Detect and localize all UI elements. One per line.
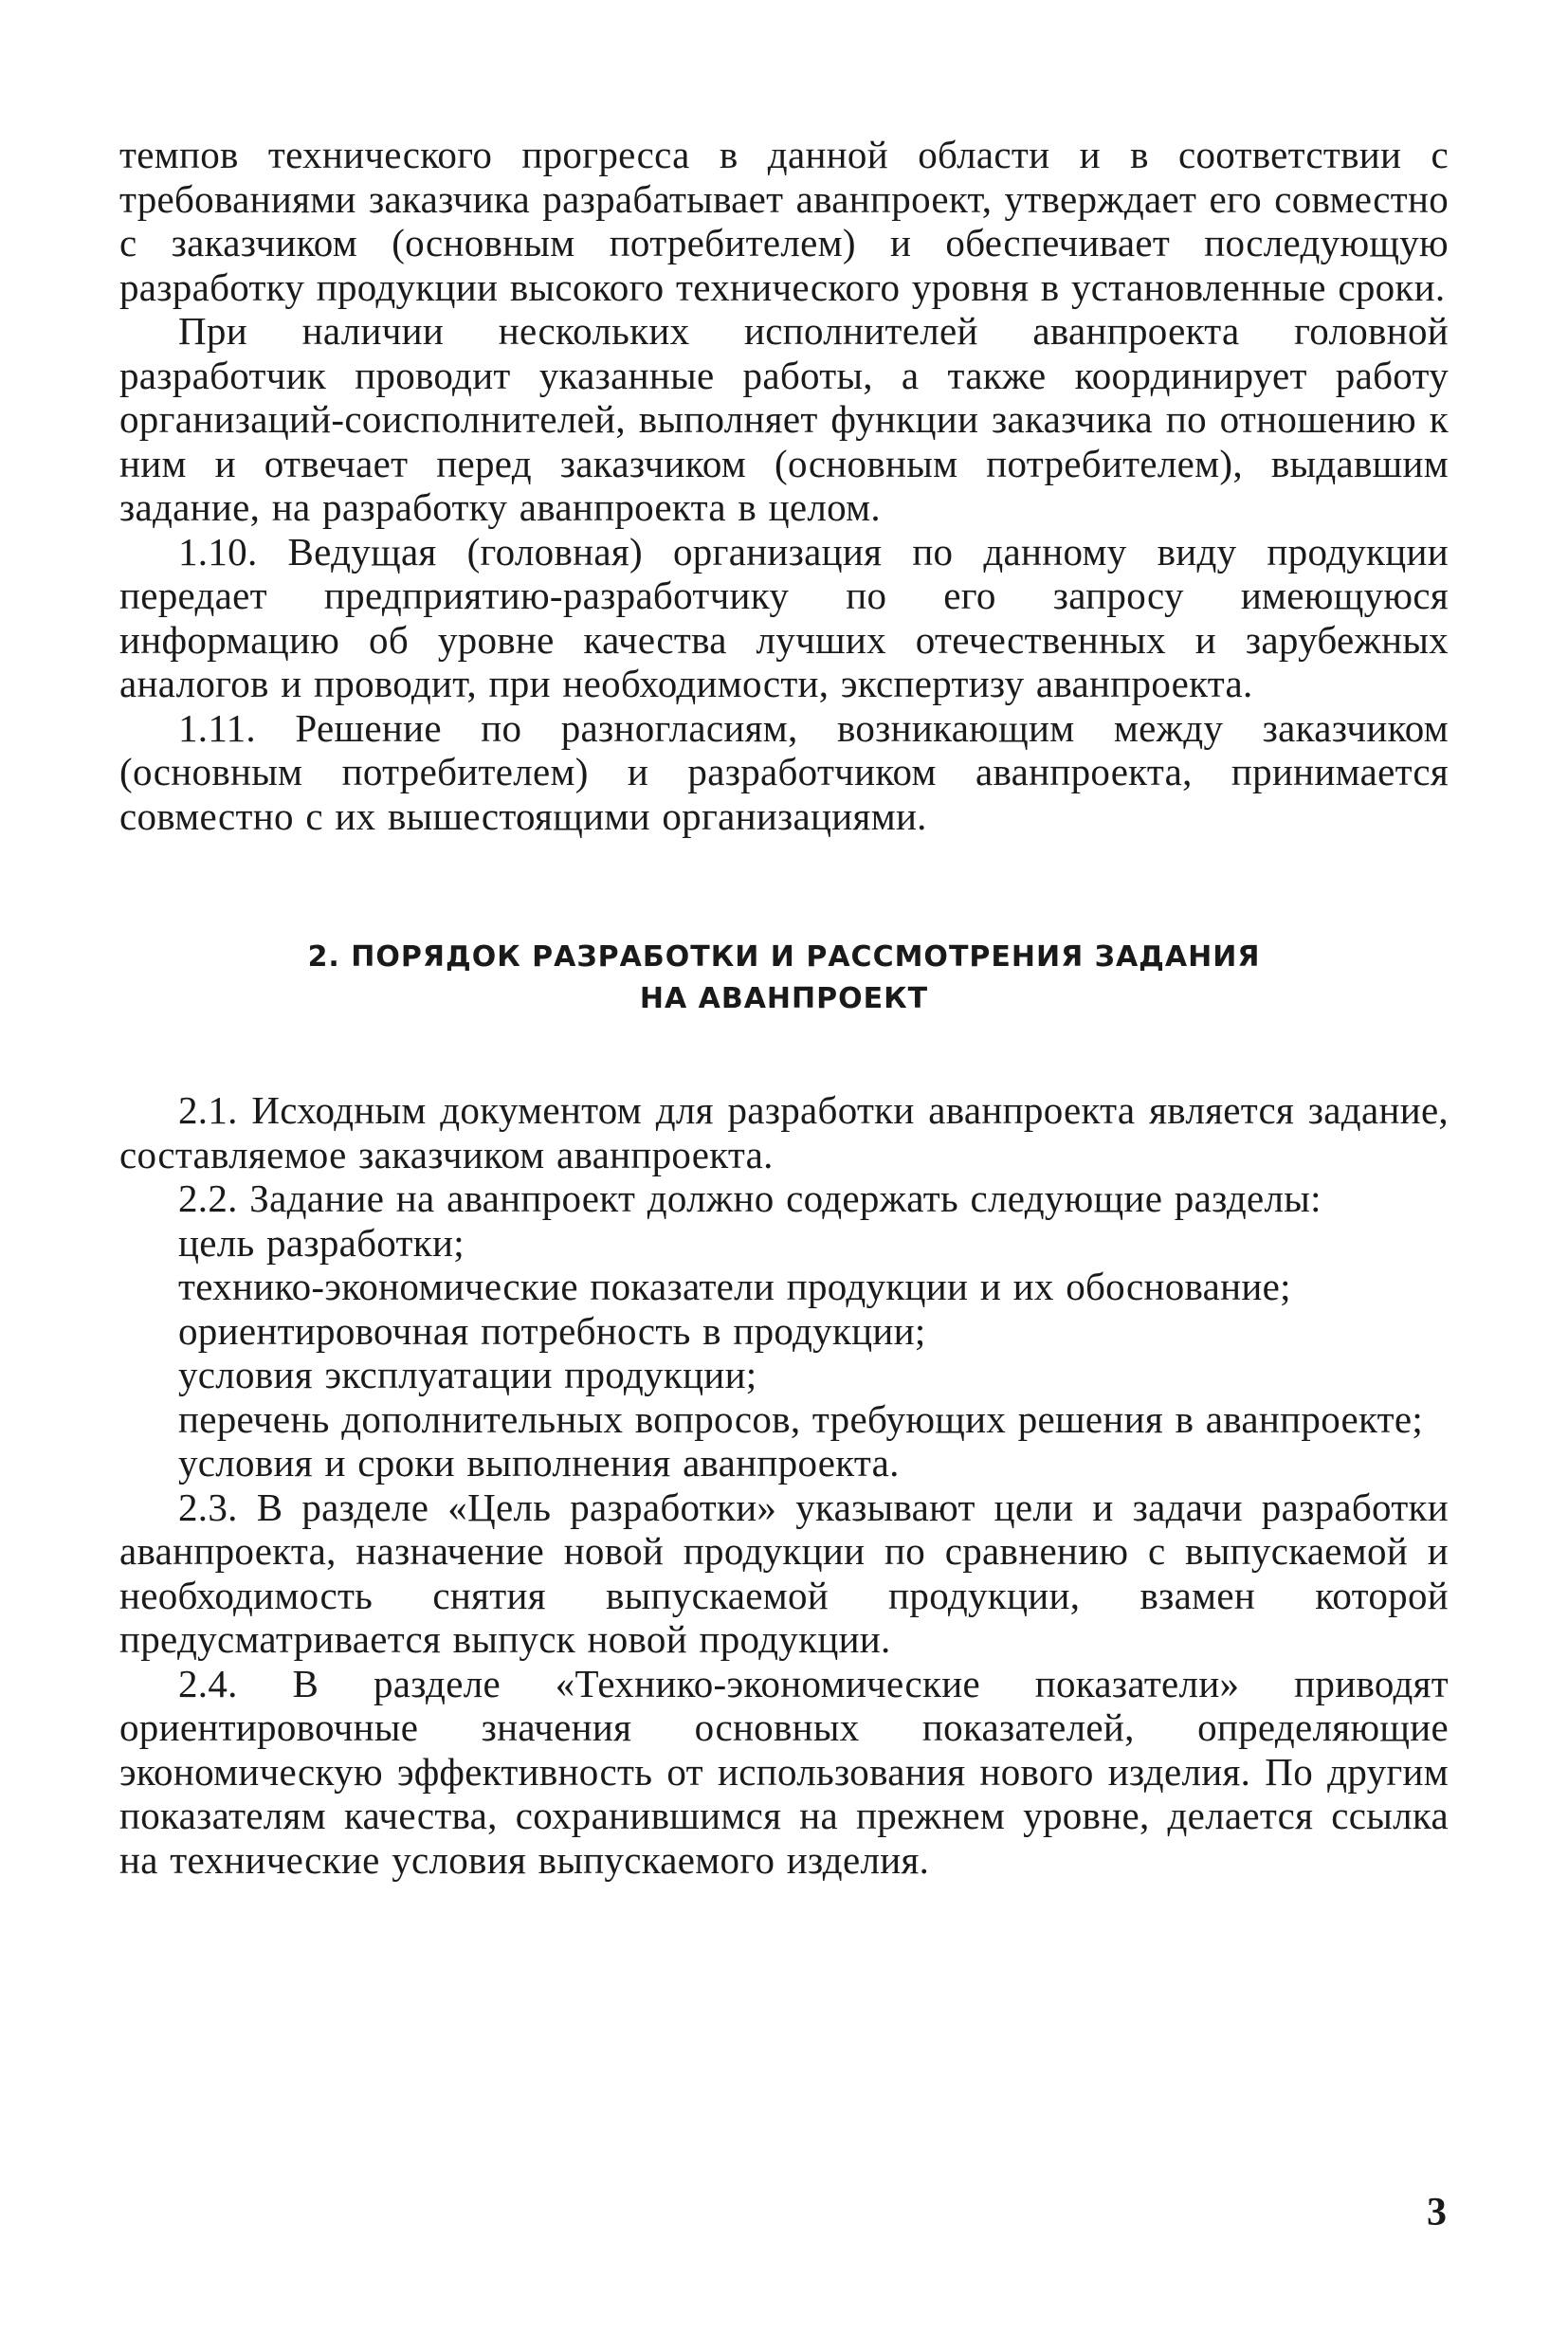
section-heading [119,937,1449,1020]
list-item: условия и сроки выполнения аванпроекта. [178,1441,900,1485]
list-item: условия эксплуатации продукции; [178,1353,757,1396]
paragraph-2-3: 2.3. В разделе «Цель разработки» указывают цели и задачи разработки аванпроекта, назначение новой продукции по сравнению с выпускаемой и необходимость снятия выпускаемой продукции, взамен которой предусматривается выпуск новой продукции. [119,1485,1449,1661]
list-item: ориентировочная потребность в продукции; [178,1308,926,1353]
paragraph-2-4: 2.4. В разделе «Технико-экономические показатели» приводят ориентировочные значения основных показателей, определяющие экономическую эффективность от использования нового изделия. По другим показателям качества, сохранившимся на прежнем уровне, делается ссылка на технические условия выпускаемого изделия. [119,1661,1449,1882]
sections-list [119,1221,1449,1485]
paragraph-2-1: 2.1. Исходным документом для разработки аванпроекта является задание, составляемое заказчиком аванпроекта. [119,1088,1449,1176]
section-heading-line-1: 2. ПОРЯДОК РАЗРАБОТКИ И РАССМОТРЕНИЯ ЗАДАНИЯ [307,940,1261,974]
page-number: 3 [1427,2191,1447,2234]
list-item: цель разработки; [178,1220,465,1265]
document-page [119,133,1449,1882]
paragraph-1-11: 1.11. Решение по разногласиям, возникающим между заказчиком (основным потребителем) и разработчиком аванпроекта, принимается совместно с их вышестоящими организациями. [119,705,1449,838]
paragraph-1-10: 1.10. Ведущая (головная) организация по данному виду продукции передает предприятию-разработчику по его запросу имеющуюся информацию об уровне качества лучших отечественных и зарубежных аналогов и проводит, при необходимости, экспертизу аванпроекта. [119,529,1449,705]
paragraph-lead-developer: При наличии нескольких исполнителей аванпроекта головной разработчик проводит указанные работы, а также координирует работу организаций-соисполнителей, выполняет функции заказчика по отношению к ним и отвечает перед заказчиком (основным потребителем), выдавшим задание, на разработку аванпроекта в целом. [119,309,1449,529]
paragraph-continuation: темпов технического прогресса в данной области и в соответствии с требованиями заказчика разрабатывает аванпроект, утверждает его совместно с заказчиком (основным потребителем) и обеспечивает последующую разработку продукции высокого технического уровня в установленные сроки. [119,133,1449,309]
list-item: перечень дополнительных вопросов, требующих решения в аванпроекте; [178,1396,1424,1441]
section-heading-line-2: НА АВАНПРОЕКТ [639,982,929,1015]
paragraph-2-2: 2.2. Задание на аванпроект должно содержать следующие разделы: [178,1176,1322,1220]
list-item: технико-экономические показатели продукции и их обоснование; [178,1265,1291,1308]
